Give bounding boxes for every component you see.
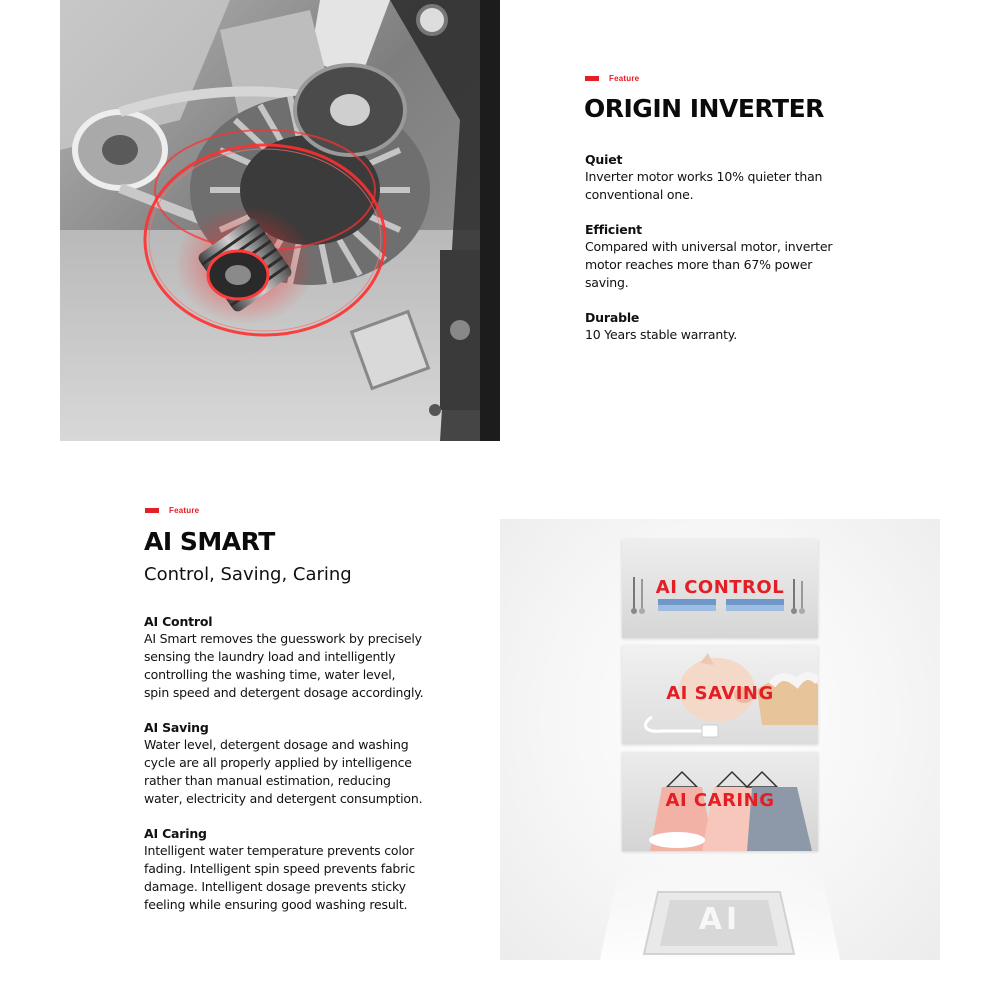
ai-caring-label: AI CARING bbox=[665, 790, 775, 811]
feature-item-ai-caring bbox=[144, 825, 424, 914]
inverter-title: ORIGIN INVERTER bbox=[584, 94, 824, 123]
ai-subtitle: Control, Saving, Caring bbox=[144, 564, 352, 585]
ai-control-card bbox=[622, 539, 818, 638]
feature-item-efficient bbox=[585, 221, 855, 292]
ai-title: AI SMART bbox=[144, 527, 275, 556]
feature-heading: Durable bbox=[585, 310, 640, 325]
feature-text: 10 Years stable warranty. bbox=[585, 327, 737, 342]
feature-item-ai-control bbox=[144, 613, 424, 702]
feature-tag-label: Feature bbox=[609, 74, 640, 83]
ai-base-label: AI bbox=[698, 902, 742, 937]
inverter-motor-image bbox=[60, 0, 500, 441]
feature-text: Water level, detergent dosage and washing cycle are all properly applied by intelligence rather than manual estimation, reducing water, electricity and detergent consumption. bbox=[144, 737, 423, 806]
feature-text: AI Smart removes the guesswork by precisely sensing the laundry load and intelligently controlling the washing time, water level, spin speed and detergent dosage accordingly. bbox=[144, 631, 424, 700]
ai-saving-card bbox=[622, 645, 818, 744]
feature-text: Compared with universal motor, inverter motor reaches more than 67% power saving. bbox=[585, 239, 833, 290]
ai-control-label: AI CONTROL bbox=[655, 577, 785, 598]
feature-heading: AI Saving bbox=[144, 720, 209, 735]
feature-tag-bar bbox=[585, 76, 599, 81]
ai-saving-label: AI SAVING bbox=[666, 683, 774, 704]
feature-item-quiet bbox=[585, 151, 855, 204]
feature-tag-label: Feature bbox=[169, 506, 200, 515]
ai-smart-illustration bbox=[500, 519, 940, 960]
feature-heading: AI Caring bbox=[144, 826, 207, 841]
feature-heading: Efficient bbox=[585, 222, 642, 237]
ai-caring-card bbox=[622, 752, 818, 851]
feature-tag bbox=[585, 74, 639, 83]
feature-tag bbox=[145, 506, 199, 515]
feature-heading: Quiet bbox=[585, 152, 623, 167]
ai-feature-list bbox=[144, 613, 424, 931]
feature-item-durable bbox=[585, 309, 855, 344]
inverter-feature-list bbox=[585, 151, 855, 361]
feature-text: Inverter motor works 10% quieter than conventional one. bbox=[585, 169, 823, 202]
feature-item-ai-saving bbox=[144, 719, 424, 808]
feature-tag-bar bbox=[145, 508, 159, 513]
feature-heading: AI Control bbox=[144, 614, 213, 629]
feature-text: Intelligent water temperature prevents color fading. Intelligent spin speed prevents fabric damage. Intelligent dosage prevents sticky feeling while ensuring good washing result. bbox=[144, 843, 416, 912]
